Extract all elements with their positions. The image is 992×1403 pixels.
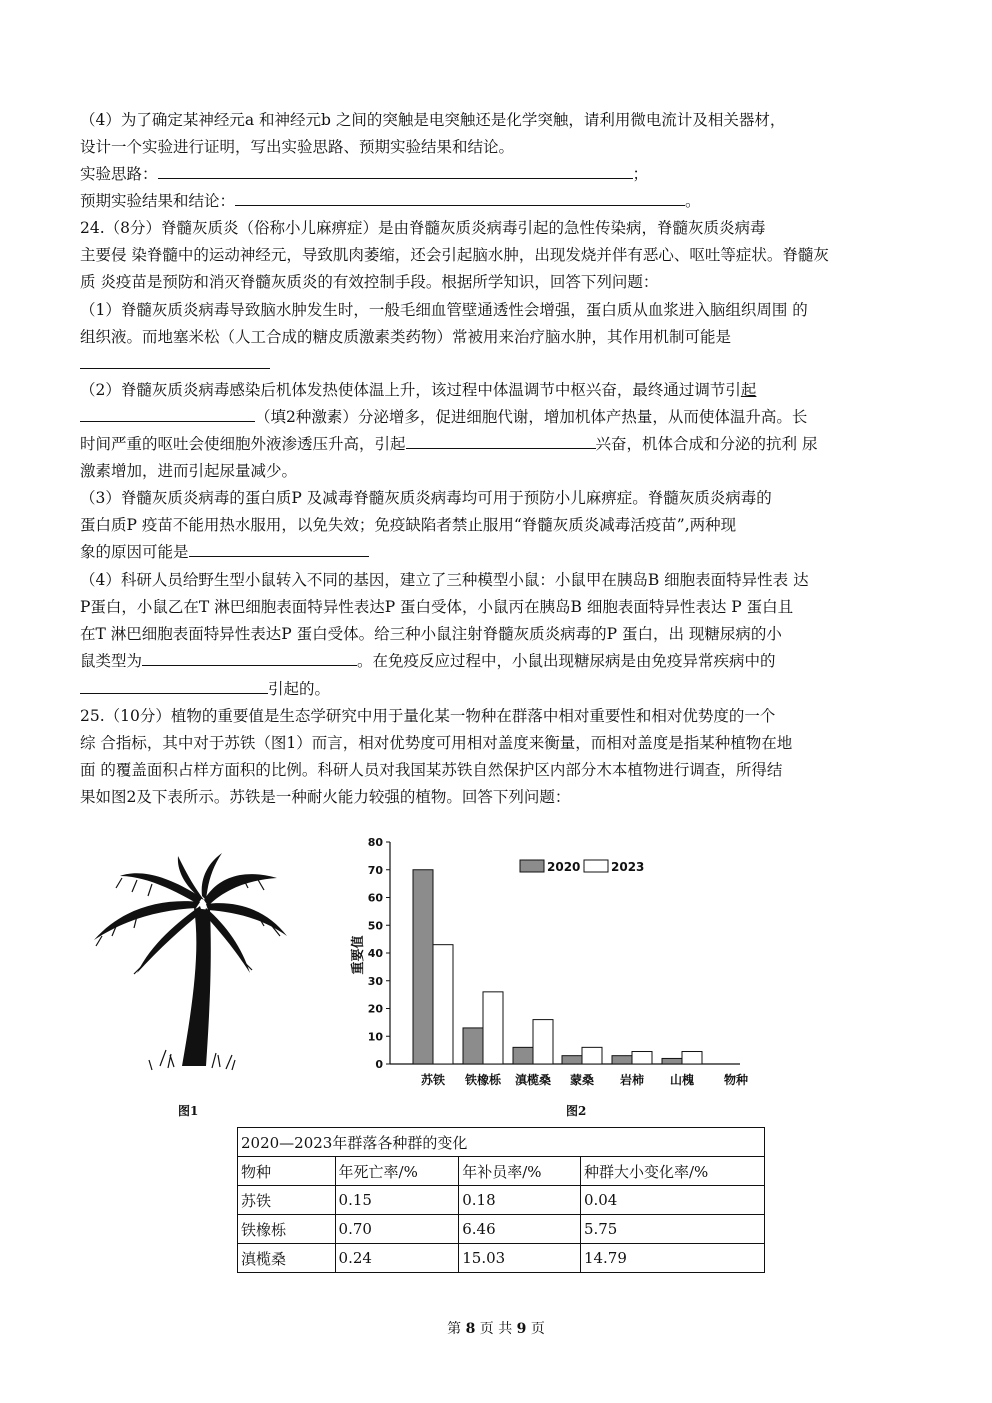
bar-2020-苏铁 xyxy=(413,870,433,1064)
table-cell: 6.46 xyxy=(459,1215,581,1244)
q24-intro-line1: 24.（8分）脊髓灰质炎（俗称小儿麻痹症）是由脊髓灰质炎病毒引起的急性传染病，脊髓灰质炎病毒 xyxy=(80,219,766,237)
mouse-type-answer-blank[interactable] xyxy=(142,649,357,666)
table-cell: 苏铁 xyxy=(238,1186,336,1215)
y-tick-label: 20 xyxy=(367,1002,383,1016)
bar-2023-山槐 xyxy=(682,1052,702,1064)
q24-part4-line4 xyxy=(80,649,776,673)
cycad-figure xyxy=(82,848,287,1088)
x-tick-label: 山槐 xyxy=(669,1073,695,1087)
table-row xyxy=(238,1244,765,1273)
idea-answer-blank[interactable] xyxy=(158,162,633,179)
y-tick-label: 80 xyxy=(367,836,383,849)
q24-part2-line1 xyxy=(80,378,756,402)
table-cell: 0.18 xyxy=(459,1186,581,1215)
importance-value-bar-chart xyxy=(340,830,750,1098)
page-footer xyxy=(0,1318,992,1338)
table-cell: 15.03 xyxy=(459,1244,581,1273)
table-row xyxy=(238,1186,765,1215)
q24-intro-line2: 主要侵 染脊髓中的运动神经元，导致肌肉萎缩，还会引起脑水肿，出现发烧并伴有恶心、呕吐等症状。脊髓灰 xyxy=(80,246,829,264)
footer-suffix: 页 xyxy=(530,1321,545,1337)
table-cell: 14.79 xyxy=(580,1244,764,1273)
bar-2020-滇榄桑 xyxy=(513,1047,533,1064)
table-cell: 5.75 xyxy=(580,1215,764,1244)
table-caption: 2020—2023年群落各种群的变化 xyxy=(238,1128,765,1157)
footer-mid: 页 共 xyxy=(479,1321,513,1337)
q24-part4-line3: 在T 淋巴细胞表面特异性表达P 蛋白受体。给三种小鼠注射脊髓灰质炎病毒的P 蛋白，出 现糖尿病的小 xyxy=(80,625,782,643)
q24-part4-text2: 。在免疫反应过程中，小鼠出现糖尿病是由免疫异常疾病中的 xyxy=(357,652,776,670)
q24-part2-text-end: 起 xyxy=(740,381,757,399)
q24-part4-text: 鼠类型为 xyxy=(80,652,143,670)
reason-answer-blank[interactable] xyxy=(189,540,369,557)
bar-2023-蒙桑 xyxy=(582,1047,602,1064)
result-end: 。 xyxy=(685,192,701,210)
q24-intro-line3: 质 炎疫苗是预防和消灭脊髓灰质炎的有效控制手段。根据所学知识，回答下列问题： xyxy=(80,273,659,291)
current-page-number: 8 xyxy=(465,1321,476,1337)
table-cell: 0.15 xyxy=(335,1186,459,1215)
q24-part2-text: （2）脊髓灰质炎病毒感染后机体发热使体温上升，该过程中体温调节中枢兴奋，最终通过调节引 xyxy=(80,381,741,399)
y-tick-label: 30 xyxy=(367,974,383,988)
q25-line2: 综 合指标，其中对于苏铁（图1）而言，相对优势度可用相对盖度来衡量，而相对盖度是指某种植物在地 xyxy=(80,734,793,752)
footer-prefix: 第 xyxy=(447,1321,462,1337)
x-tick-label: 蒙桑 xyxy=(569,1073,595,1087)
legend-label-2023: 2023 xyxy=(611,860,645,874)
q24-part4-line5 xyxy=(80,677,330,701)
table-cell: 0.24 xyxy=(335,1244,459,1273)
y-tick-label: 50 xyxy=(367,919,383,933)
table-cell: 铁橡栎 xyxy=(238,1215,336,1244)
table-header-cell: 种群大小变化率/% xyxy=(580,1157,764,1186)
q25-line1: 25.（10分）植物的重要值是生态学研究中用于量化某一物种在群落中相对重要性和相对优势度的一个 xyxy=(80,707,776,725)
q24-part1-line2: 组织液。而地塞米松（人工合成的糖皮质激素类药物）常被用来治疗脑水肿，其作用机制可能是 xyxy=(80,328,732,346)
hormone-answer-blank[interactable] xyxy=(80,405,255,422)
bar-2020-铁橡栎 xyxy=(463,1028,483,1064)
bar-2023-岩柿 xyxy=(632,1052,652,1064)
x-tick-label: 岩柿 xyxy=(619,1073,645,1087)
y-tick-label: 10 xyxy=(367,1030,383,1044)
q24-part2-text4: 兴奋，机体合成和分泌的抗利 尿 xyxy=(595,435,818,453)
x-tick-label: 铁橡栎 xyxy=(464,1073,502,1087)
y-tick-label: 60 xyxy=(367,891,383,905)
table-header-row xyxy=(238,1157,765,1186)
q24-part2-text2: （填2种激素）分泌增多，促进细胞代谢，增加机体产热量，从而使体温升高。长 xyxy=(255,408,808,426)
result-label: 预期实验结果和结论： xyxy=(80,192,236,210)
bar-2023-滇榄桑 xyxy=(533,1020,553,1064)
q24-part3-line2: 蛋白质P 疫苗不能用热水服用，以免失效；免疫缺陷者禁止服用“脊髓灰质炎减毒活疫苗”,两种现 xyxy=(80,516,737,534)
y-tick-label: 0 xyxy=(375,1058,383,1071)
x-tick-label: 滇榄桑 xyxy=(514,1073,552,1087)
q24-part3-text: 象的原因可能是 xyxy=(80,543,189,561)
q24-part4-line2: P蛋白，小鼠乙在T 淋巴细胞表面特异性表达P 蛋白受体，小鼠丙在胰岛B 细胞表面特异性表达 P 蛋白且 xyxy=(80,598,794,616)
q24-part2-line4: 激素增加，进而引起尿量减少。 xyxy=(80,462,298,480)
bar-2023-苏铁 xyxy=(433,945,453,1064)
table-cell: 滇榄桑 xyxy=(238,1244,336,1273)
table-header-cell: 年死亡率/% xyxy=(335,1157,459,1186)
q24-part4-text3: 引起的。 xyxy=(268,680,331,698)
q24-part3-line1: （3）脊髓灰质炎病毒的蛋白质P 及减毒脊髓灰质炎病毒均可用于预防小儿麻痹症。脊髓灰质炎病毒的 xyxy=(80,489,772,507)
legend-label-2020: 2020 xyxy=(547,860,581,874)
q24-part2-line2 xyxy=(80,405,807,429)
bar-2020-山槐 xyxy=(662,1058,682,1064)
bar-2023-铁橡栎 xyxy=(483,992,503,1064)
q25-line4: 果如图2及下表所示。苏铁是一种耐火能力较强的植物。回答下列问题： xyxy=(80,788,571,806)
y-axis-title: 重要值 xyxy=(351,935,366,975)
legend-swatch-2020 xyxy=(520,860,544,872)
q23-4-line2: 设计一个实验进行证明，写出实验思路、预期实验结果和结论。 xyxy=(80,138,515,156)
bar-2020-蒙桑 xyxy=(562,1056,582,1064)
q24-part2-line3 xyxy=(80,432,817,456)
table-cell: 0.70 xyxy=(335,1215,459,1244)
q24-part1-answer-blank[interactable] xyxy=(80,368,270,369)
q25-line3: 面 的覆盖面积占样方面积的比例。科研人员对我国某苏铁自然保护区内部分木本植物进行调查，所得结 xyxy=(80,761,783,779)
x-tick-label: 苏铁 xyxy=(420,1073,446,1087)
y-tick-label: 70 xyxy=(367,863,383,877)
q24-part4-line1: （4）科研人员给野生型小鼠转入不同的基因，建立了三种模型小鼠：小鼠甲在胰岛B 细胞表面特异性表 达 xyxy=(80,571,809,589)
y-tick-label: 40 xyxy=(367,947,383,960)
figure1-label: 图1 xyxy=(178,1104,199,1118)
legend-swatch-2023 xyxy=(584,860,608,872)
total-page-number: 9 xyxy=(516,1321,527,1337)
table-cell: 0.04 xyxy=(580,1186,764,1215)
q24-part2-text3: 时间严重的呕吐会使细胞外液渗透压升高，引起 xyxy=(80,435,406,453)
table-row xyxy=(238,1215,765,1244)
osmoreceptor-answer-blank[interactable] xyxy=(406,432,596,449)
x-axis-title: 物种 xyxy=(723,1073,749,1087)
figure2-label: 图2 xyxy=(566,1104,587,1118)
disease-type-answer-blank[interactable] xyxy=(80,677,268,694)
idea-end: ； xyxy=(632,165,649,183)
q24-part1-line1: （1）脊髓灰质炎病毒导致脑水肿发生时，一般毛细血管壁通透性会增强，蛋白质从血浆进入脑组织周围 的 xyxy=(80,301,808,319)
q24-part3-line3 xyxy=(80,540,369,564)
table-header-cell: 物种 xyxy=(238,1157,336,1186)
bar-2020-岩柿 xyxy=(612,1056,632,1064)
idea-label: 实验思路： xyxy=(80,165,158,183)
table-header-cell: 年补员率/% xyxy=(459,1157,581,1186)
result-answer-blank[interactable] xyxy=(235,189,685,206)
q23-4-line1: （4）为了确定某神经元a 和神经元b 之间的突触是电突触还是化学突触，请利用微电流计及相关器材， xyxy=(80,111,786,129)
population-change-table xyxy=(237,1127,765,1273)
q23-4-idea-line xyxy=(80,162,648,186)
q23-4-result-line xyxy=(80,189,701,213)
